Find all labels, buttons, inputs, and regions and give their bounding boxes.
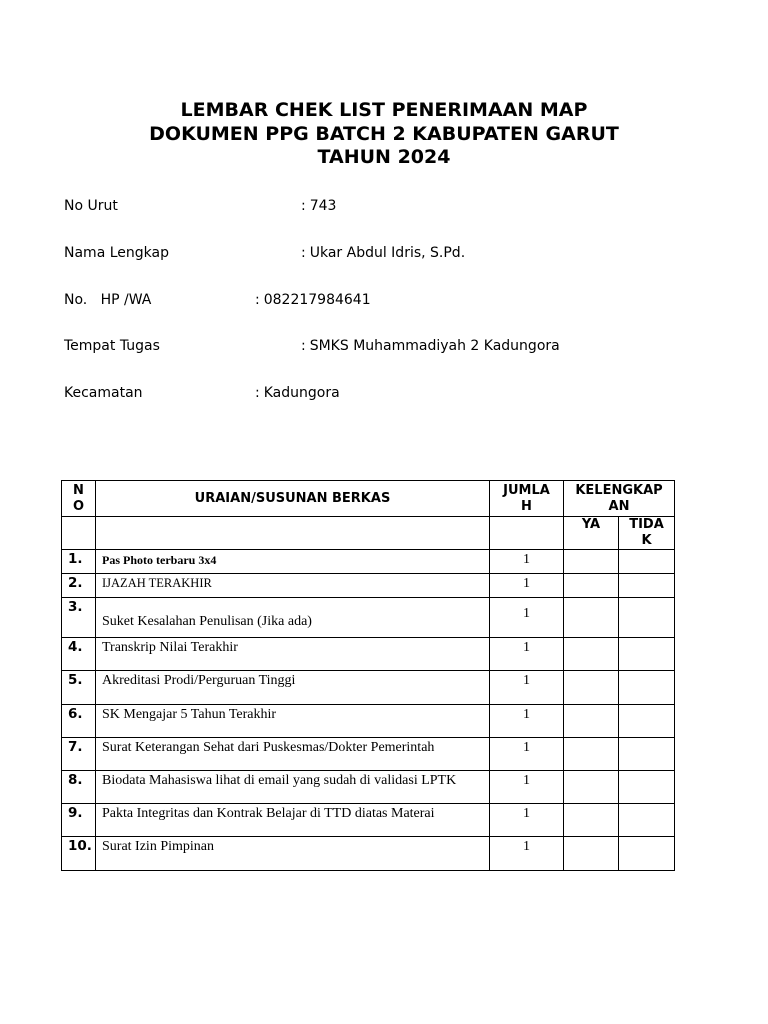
document-title (0, 99, 768, 170)
table-row (62, 550, 675, 574)
row-number: 10. (62, 837, 96, 871)
header-jumlah-line1: JUMLA (503, 483, 550, 498)
row-check-ya[interactable] (564, 671, 619, 705)
row-check-ya[interactable] (564, 804, 619, 837)
header-no-line2: O (72, 499, 85, 514)
subheader-empty-jumlah (490, 517, 564, 550)
field-value: Kadungora (263, 385, 340, 401)
header-jumlah (490, 481, 564, 517)
table-row (62, 771, 675, 804)
row-item: SK Mengajar 5 Tahun Terakhir (96, 705, 490, 738)
row-check-ya[interactable] (564, 771, 619, 804)
row-number: 6. (62, 705, 96, 738)
row-check-ya[interactable] (564, 738, 619, 771)
header-ya: YA (564, 517, 619, 550)
row-number: 2. (62, 574, 96, 598)
field-colon: : (301, 245, 306, 261)
row-check-tidak[interactable] (619, 837, 675, 871)
header-uraian: URAIAN/SUSUNAN BERKAS (96, 481, 490, 517)
row-check-tidak[interactable] (619, 771, 675, 804)
row-item: Pas Photo terbaru 3x4 (96, 550, 490, 574)
field-label: Nama Lengkap (64, 245, 169, 261)
row-quantity: 1 (490, 671, 564, 705)
header-no (62, 481, 96, 517)
row-check-tidak[interactable] (619, 598, 675, 638)
row-quantity: 1 (490, 550, 564, 574)
row-number: 7. (62, 738, 96, 771)
row-item: Surat Izin Pimpinan (96, 837, 490, 871)
field-value: 082217984641 (263, 292, 371, 308)
header-kelengkapan-line1: KELENGKAP (575, 483, 663, 498)
field-value-wrap (301, 245, 465, 262)
header-jumlah-line2: H (521, 499, 532, 514)
field-value-wrap (301, 198, 336, 215)
table-row (62, 598, 675, 638)
table-row (62, 574, 675, 598)
table-row (62, 671, 675, 705)
row-number: 8. (62, 771, 96, 804)
row-quantity: 1 (490, 598, 564, 638)
field-label: Kecamatan (64, 385, 143, 401)
row-quantity: 1 (490, 574, 564, 598)
title-line-3: TAHUN 2024 (317, 146, 451, 168)
row-number: 1. (62, 550, 96, 574)
subheader-empty-no (62, 517, 96, 550)
row-item: Transkrip Nilai Terakhir (96, 638, 490, 671)
row-check-tidak[interactable] (619, 638, 675, 671)
field-colon: : (255, 292, 260, 308)
row-check-ya[interactable] (564, 550, 619, 574)
row-item: Surat Keterangan Sehat dari Puskesmas/Dokter Pemerintah (96, 738, 490, 771)
field-value: SMKS Muhammadiyah 2 Kadungora (309, 338, 560, 354)
field-value: 743 (309, 198, 337, 214)
row-check-ya[interactable] (564, 598, 619, 638)
table-row (62, 804, 675, 837)
field-value-wrap (255, 385, 340, 402)
row-item: Suket Kesalahan Penulisan (Jika ada) (96, 598, 490, 638)
row-quantity: 1 (490, 705, 564, 738)
row-quantity: 1 (490, 738, 564, 771)
header-kelengkapan-line2: AN (608, 499, 630, 514)
row-number: 9. (62, 804, 96, 837)
field-label: Tempat Tugas (64, 338, 160, 354)
row-check-tidak[interactable] (619, 705, 675, 738)
field-value: Ukar Abdul Idris, S.Pd. (309, 245, 466, 261)
table-subheader-row (62, 517, 675, 550)
table-row (62, 738, 675, 771)
field-colon: : (301, 198, 306, 214)
field-colon: : (255, 385, 260, 401)
row-check-tidak[interactable] (619, 574, 675, 598)
row-check-tidak[interactable] (619, 550, 675, 574)
row-quantity: 1 (490, 771, 564, 804)
table-row (62, 837, 675, 871)
row-quantity: 1 (490, 837, 564, 871)
row-check-ya[interactable] (564, 638, 619, 671)
field-label: No. HP /WA (64, 292, 152, 308)
field-label: No Urut (64, 198, 118, 214)
table-header-row (62, 481, 675, 517)
table-row (62, 638, 675, 671)
field-colon: : (301, 338, 306, 354)
row-check-ya[interactable] (564, 705, 619, 738)
row-number: 3. (62, 598, 96, 638)
row-quantity: 1 (490, 804, 564, 837)
checklist-table (61, 480, 675, 871)
row-item: Akreditasi Prodi/Perguruan Tinggi (96, 671, 490, 705)
row-check-ya[interactable] (564, 837, 619, 871)
row-quantity: 1 (490, 638, 564, 671)
header-kelengkapan (564, 481, 675, 517)
row-number: 4. (62, 638, 96, 671)
row-check-tidak[interactable] (619, 804, 675, 837)
header-tidak (619, 517, 675, 550)
row-number: 5. (62, 671, 96, 705)
field-value-wrap (255, 292, 371, 309)
header-tidak-line2: K (641, 533, 652, 548)
table-row (62, 705, 675, 738)
subheader-empty-uraian (96, 517, 490, 550)
row-check-ya[interactable] (564, 574, 619, 598)
field-value-wrap (301, 338, 560, 355)
title-line-2: DOKUMEN PPG BATCH 2 KABUPATEN GARUT (149, 122, 619, 145)
row-item: Biodata Mahasiswa lihat di email yang sudah di validasi LPTK (96, 771, 490, 804)
row-item: IJAZAH TERAKHIR (96, 574, 490, 598)
title-line-1: LEMBAR CHEK LIST PENERIMAAN MAP (180, 99, 588, 121)
header-tidak-line1: TIDA (629, 517, 664, 532)
row-check-tidak[interactable] (619, 738, 675, 771)
header-no-line1: N (73, 483, 84, 498)
row-item: Pakta Integritas dan Kontrak Belajar di TTD diatas Materai (96, 804, 490, 837)
row-check-tidak[interactable] (619, 671, 675, 705)
